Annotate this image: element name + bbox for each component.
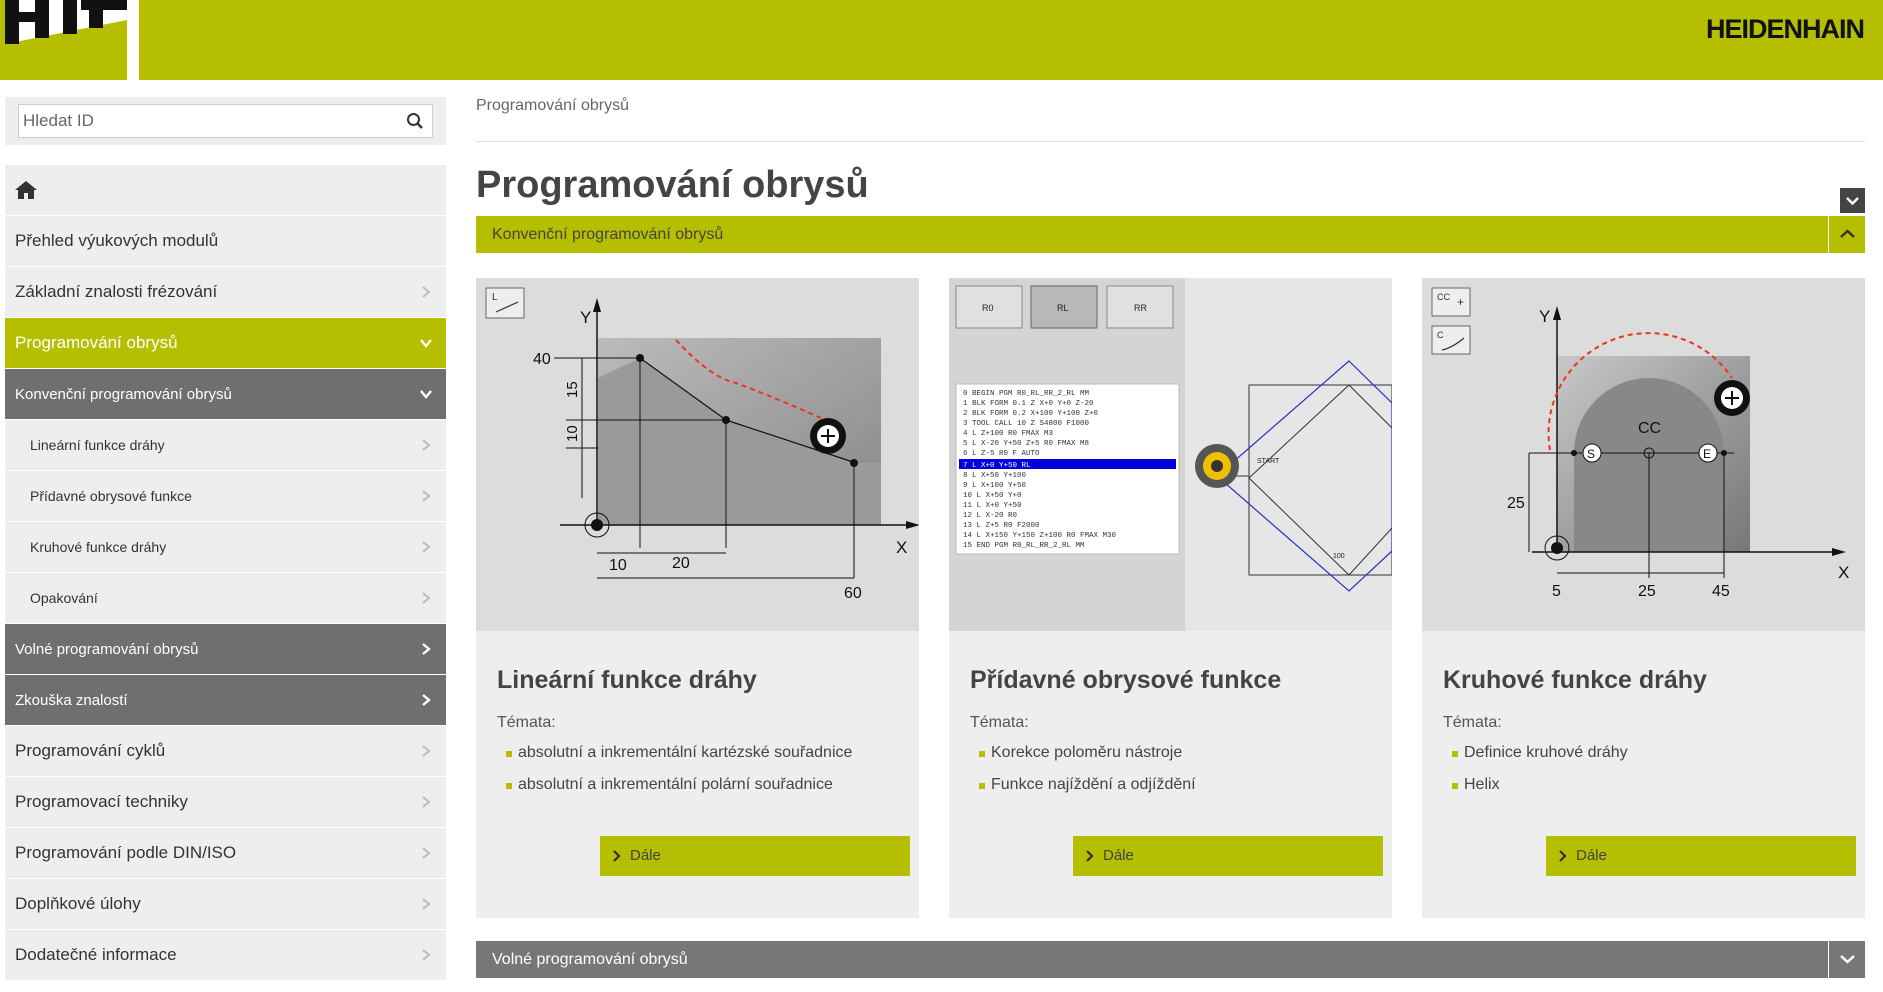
sidebar-item-milling-basics[interactable] <box>5 267 446 318</box>
button-label: Dále <box>1576 847 1607 864</box>
code-line-active: 7 L X+0 Y+50 RL <box>963 462 1031 470</box>
path-tag-l-icon <box>486 288 524 318</box>
code-line: 9 L X+100 Y+50 <box>963 482 1027 490</box>
dim-y25: 25 <box>1507 495 1525 512</box>
circular-path-diagram <box>1422 278 1865 631</box>
dim-x5: 5 <box>1552 583 1561 600</box>
chevron-right-icon <box>612 849 622 863</box>
card-next-button[interactable] <box>600 836 910 876</box>
topics-list <box>1452 744 1628 808</box>
sidebar-item-label: Programování podle DIN/ISO <box>15 843 237 862</box>
sidebar-item-label: Zkouška znalostí <box>15 691 128 709</box>
end-label: E <box>1703 447 1712 461</box>
code-line: 12 L X-20 R0 <box>963 512 1018 520</box>
logo[interactable] <box>5 0 139 80</box>
code-line: 10 L X+50 Y+0 <box>963 492 1022 500</box>
chevron-right-icon <box>419 897 433 911</box>
sidebar-item-additional-info[interactable] <box>5 930 446 981</box>
chevron-right-icon <box>419 489 433 503</box>
dim-x25: 25 <box>1638 583 1656 600</box>
section-toggle-button[interactable] <box>1828 941 1865 978</box>
logo-mark <box>5 0 139 80</box>
code-line: 11 L X+0 Y+50 <box>963 502 1022 510</box>
sidebar-item-overview[interactable] <box>5 216 446 267</box>
code-line: 8 L X+50 Y+100 <box>963 472 1027 480</box>
mode-label: R0 <box>982 303 994 313</box>
dim-x20: 20 <box>672 555 690 572</box>
brand-name[interactable]: HEIDENHAIN <box>1705 14 1864 44</box>
card-image <box>476 278 919 631</box>
chevron-down-icon <box>419 387 433 401</box>
x-axis-label: X <box>896 538 908 557</box>
button-label: Dále <box>630 847 661 864</box>
list-item: Funkce najíždění a odjíždění <box>979 776 1196 808</box>
sidebar-item-label: Přídavné obrysové funkce <box>30 488 192 504</box>
sidebar-item-contour-programming[interactable] <box>5 318 446 369</box>
milling-cutter-icon <box>1195 444 1239 488</box>
sidebar-item-label: Konvenční programování obrysů <box>15 385 232 403</box>
breadcrumb[interactable]: Programování obrysů <box>476 97 629 114</box>
card-grid <box>476 278 1865 918</box>
sidebar-item-knowledge-test[interactable] <box>5 675 446 726</box>
code-line: 14 L X+150 Y+150 Z+100 R0 FMAX M30 <box>963 532 1117 540</box>
dim-x45: 45 <box>1712 583 1730 600</box>
chevron-up-icon <box>1829 216 1866 253</box>
sidebar-item-free-contour[interactable] <box>5 624 446 675</box>
svg-text:+: + <box>1457 295 1465 309</box>
main-content <box>476 97 1865 968</box>
sidebar-item-techniques[interactable] <box>5 777 446 828</box>
section-header-conventional[interactable] <box>476 216 1865 253</box>
card-title: Kruhové funkce dráhy <box>1443 666 1707 694</box>
topics-label: Témata: <box>970 714 1029 731</box>
sidebar-item-label: Opakování <box>30 590 98 606</box>
linear-path-diagram <box>476 278 919 631</box>
section-header-free-contour-wrapper <box>476 941 1865 978</box>
collapse-all-button[interactable] <box>1840 188 1865 213</box>
sidebar-item-label: Přehled výukových modulů <box>15 231 219 250</box>
chevron-right-icon <box>419 438 433 452</box>
chevron-right-icon <box>419 846 433 860</box>
card-additional <box>949 278 1392 918</box>
mode-rr-button[interactable] <box>1107 286 1173 328</box>
fig-tag: CC <box>1437 292 1450 302</box>
section-toggle-button[interactable] <box>1828 216 1865 253</box>
sidebar-item-label: Kruhové funkce dráhy <box>30 539 167 555</box>
list-item: Korekce poloměru nástroje <box>979 744 1196 776</box>
sidebar-item-home[interactable] <box>5 165 446 216</box>
code-line: 0 BEGIN PGM R0_RL_RR_2_RL MM <box>963 390 1090 398</box>
code-line: 3 TOOL CALL 10 Z S4800 F1000 <box>963 420 1090 428</box>
fig-tag: L <box>492 292 498 303</box>
milling-cutter-icon <box>1714 380 1750 416</box>
list-item: Definice kruhové dráhy <box>1452 744 1628 776</box>
dim-label: 100 <box>1333 553 1345 560</box>
chevron-right-icon <box>419 540 433 554</box>
dim-x10: 10 <box>609 557 627 574</box>
card-next-button[interactable] <box>1073 836 1383 876</box>
chevron-right-icon <box>419 591 433 605</box>
code-line: 6 L Z-5 R0 F AUTO <box>963 450 1040 458</box>
chevron-right-icon <box>1085 849 1095 863</box>
chevron-down-icon <box>1840 188 1865 213</box>
page-title: Programování obrysů <box>476 164 869 206</box>
list-item: absolutní a inkrementální kartézské souřadnice <box>506 744 852 776</box>
code-line: 15 END PGM R0_RL_RR_2_RL MM <box>963 542 1085 550</box>
code-line: 2 BLK FORM 0.2 X+100 Y+100 Z+0 <box>963 410 1099 418</box>
y-axis-label: Y <box>1539 307 1551 326</box>
section-header-free-contour[interactable] <box>476 941 1865 978</box>
search-box <box>5 97 446 145</box>
topics-list <box>979 744 1196 808</box>
search-input[interactable] <box>19 105 432 137</box>
sidebar-item-extra-tasks[interactable] <box>5 879 446 930</box>
sidebar-item-label: Programovací techniky <box>15 792 188 811</box>
dim-y15: 15 <box>564 381 581 398</box>
center-label: CC <box>1638 420 1662 437</box>
mode-label: RL <box>1057 303 1069 313</box>
code-line: 4 L Z+100 R0 FMAX M3 <box>963 430 1054 438</box>
code-line: 1 BLK FORM 0.1 Z X+0 Y+0 Z-20 <box>963 400 1094 408</box>
sidebar-item-linear[interactable] <box>5 420 446 471</box>
list-item: absolutní a inkrementální polární souřadnice <box>506 776 852 808</box>
button-label: Dále <box>1103 847 1134 864</box>
end-point-marker <box>1699 444 1717 462</box>
dim-y40: 40 <box>533 351 551 368</box>
topics-label: Témata: <box>1443 714 1502 731</box>
section-title: Volné programování obrysů <box>492 951 688 968</box>
sidebar-item-label: Programování cyklů <box>15 741 166 760</box>
milling-cutter-icon <box>810 418 846 454</box>
sidebar-item-conventional[interactable] <box>5 369 446 420</box>
topics-list <box>506 744 852 808</box>
start-point-marker <box>1583 444 1601 462</box>
card-linear <box>476 278 919 918</box>
sidebar-item-label: Dodatečné informace <box>15 945 177 964</box>
sidebar-item-label: Doplňkové úlohy <box>15 894 141 913</box>
sidebar-item-additional[interactable] <box>5 471 446 522</box>
y-axis-label: Y <box>580 308 592 327</box>
top-banner <box>0 0 1883 80</box>
sidebar-item-din-iso[interactable] <box>5 828 446 879</box>
sidebar-item-label: Lineární funkce dráhy <box>30 437 165 453</box>
radius-compensation-diagram <box>949 278 1392 631</box>
sidebar-item-cycles[interactable] <box>5 726 446 777</box>
card-title: Přídavné obrysové funkce <box>970 666 1282 694</box>
dim-y10: 10 <box>564 425 581 442</box>
chevron-right-icon <box>419 795 433 809</box>
search-wrapper <box>18 104 433 138</box>
card-image <box>949 278 1392 631</box>
chevron-down-icon <box>419 336 433 350</box>
section-title: Konvenční programování obrysů <box>492 226 724 243</box>
card-title: Lineární funkce dráhy <box>497 666 757 694</box>
chevron-down-icon <box>1829 941 1866 978</box>
chevron-right-icon <box>419 744 433 758</box>
card-circular <box>1422 278 1865 918</box>
card-image <box>1422 278 1865 631</box>
mode-rl-button[interactable] <box>1031 286 1097 328</box>
home-icon <box>15 180 37 200</box>
dim-x60: 60 <box>844 585 862 602</box>
chevron-right-icon <box>419 693 433 707</box>
sidebar-item-label: Základní znalosti frézování <box>15 282 218 301</box>
mode-label: RR <box>1134 303 1147 313</box>
chevron-right-icon <box>419 642 433 656</box>
chevron-right-icon <box>419 948 433 962</box>
sidebar-item-label: Programování obrysů <box>15 333 178 352</box>
start-label: START <box>1257 458 1280 465</box>
sidebar-item-label: Volné programování obrysů <box>15 640 199 658</box>
sidebar-item-circular[interactable] <box>5 522 446 573</box>
card-next-button[interactable] <box>1546 836 1856 876</box>
topics-label: Témata: <box>497 714 556 731</box>
list-item: Helix <box>1452 776 1628 808</box>
chevron-right-icon <box>419 285 433 299</box>
divider <box>476 141 1865 142</box>
path-tag-c-icon <box>1432 326 1470 354</box>
start-label: S <box>1587 447 1596 461</box>
search-icon[interactable] <box>406 112 424 130</box>
fig-tag: C <box>1437 330 1444 340</box>
path-tag-cc-icon <box>1432 288 1470 316</box>
mode-r0-button[interactable] <box>956 286 1022 328</box>
chevron-right-icon <box>1558 849 1568 863</box>
x-axis-label: X <box>1838 563 1850 582</box>
sidebar-item-review[interactable] <box>5 573 446 624</box>
code-line: 5 L X-20 Y+50 Z+5 R0 FMAX M8 <box>963 440 1090 448</box>
code-line: 13 L Z+5 R0 F2000 <box>963 522 1040 530</box>
sidebar <box>5 97 446 981</box>
